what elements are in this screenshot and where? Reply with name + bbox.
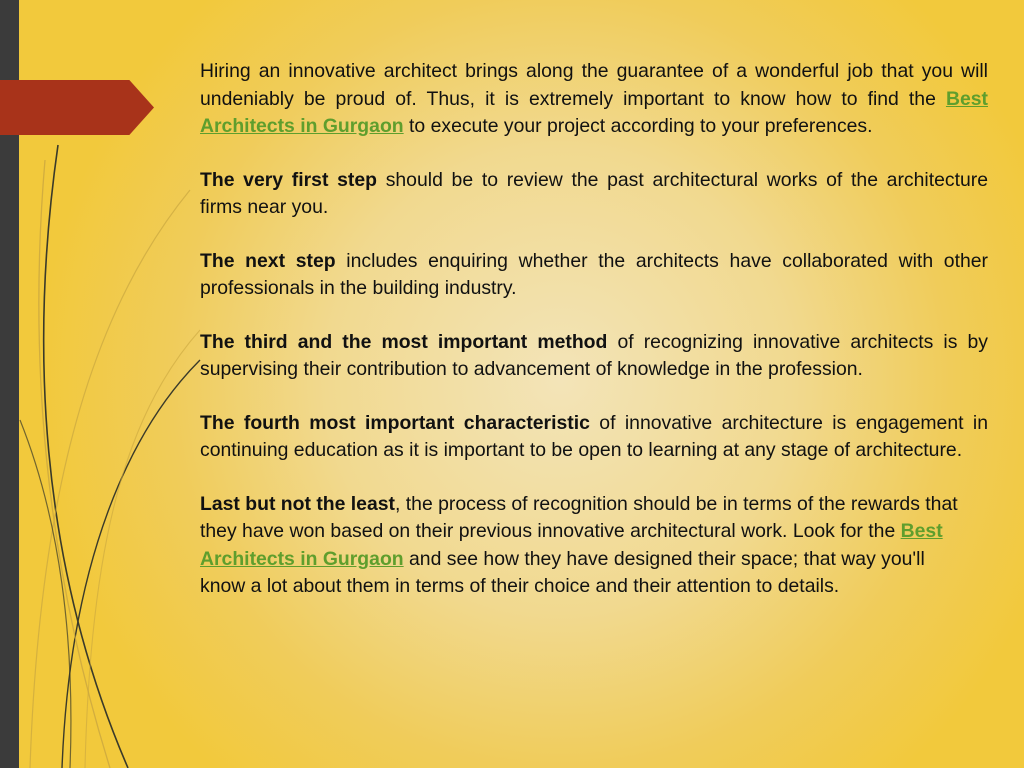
- paragraph-fourth-characteristic: [200, 410, 988, 465]
- best-architects-link[interactable]: Best Architects in Gurgaon: [200, 87, 988, 137]
- last-text-after: and see how they have designed their space; that way you'll know a lot about them in terms of their choice and their attention to details.: [200, 547, 925, 597]
- fourth-characteristic-heading: The fourth most important characteristic: [200, 411, 590, 434]
- paragraph-third-method: [200, 329, 988, 384]
- paragraph-next-step: [200, 248, 988, 303]
- third-method-heading: The third and the most important method: [200, 330, 608, 353]
- paragraph-intro: [200, 58, 988, 141]
- third-method-text: of recognizing innovative architects is by supervising their contribution to advancement of knowledge in the profession.: [200, 330, 988, 380]
- intro-text-before: Hiring an innovative architect brings along the guarantee of a wonderful job that you will undeniably be proud of. Thus, it is extremely important to know how to find the: [200, 60, 988, 110]
- first-step-heading: The very first step: [200, 168, 377, 191]
- next-step-text: includes enquiring whether the architects have collaborated with other professionals in the building industry.: [200, 249, 988, 299]
- paragraph-first-step: [200, 167, 988, 222]
- article-body: [200, 58, 988, 601]
- fourth-characteristic-text: of innovative architecture is engagement in continuing education as it is important to be open to learning at any stage of architecture.: [200, 411, 988, 461]
- intro-text-after: to execute your project according to your preferences.: [403, 115, 873, 137]
- next-step-heading: The next step: [200, 249, 336, 272]
- last-heading: Last but not the least: [200, 492, 395, 515]
- paragraph-last: [200, 491, 962, 601]
- last-text-middle: , the process of recognition should be in terms of the rewards that they have won based on their previous innovative architectural work. Look for the: [200, 492, 958, 542]
- first-step-text: should be to review the past architectural works of the architecture firms near you.: [200, 168, 988, 218]
- best-architects-link-2[interactable]: Best Architects in Gurgaon: [200, 520, 943, 570]
